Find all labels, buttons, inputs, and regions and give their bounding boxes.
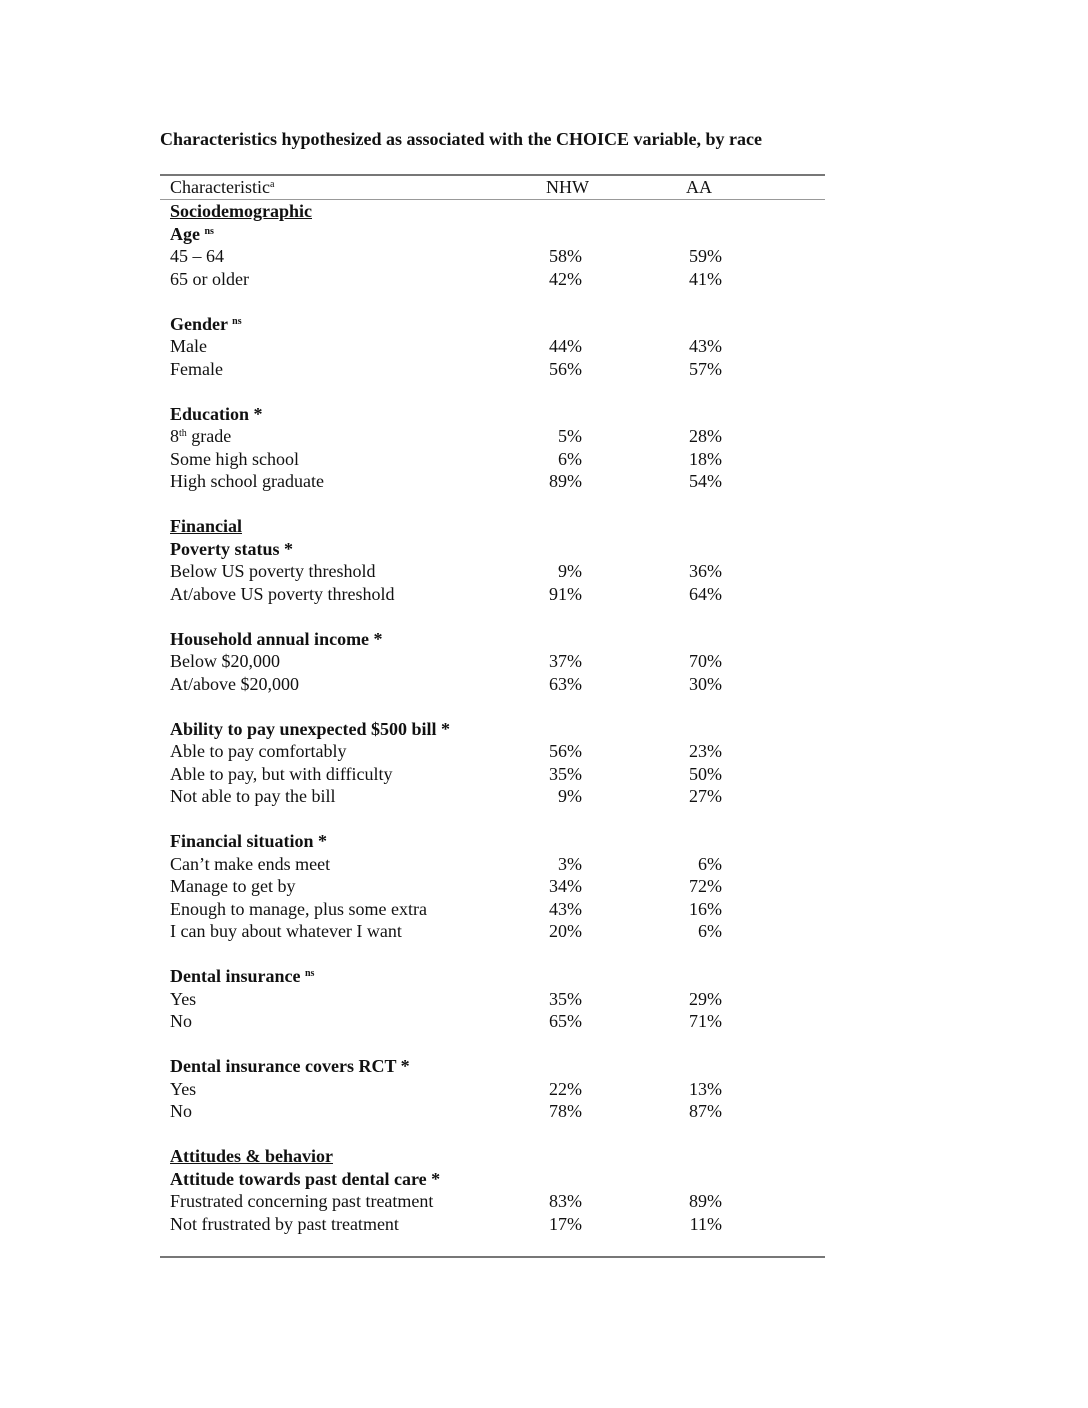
nhw-value: 37% — [549, 651, 582, 671]
variable-heading — [170, 538, 293, 561]
variable-row — [0, 538, 1088, 561]
section-heading: Attitudes & behavior — [170, 1146, 333, 1166]
nhw-value: 17% — [549, 1213, 582, 1234]
row-label: High school graduate — [170, 471, 324, 491]
table-row — [0, 448, 1088, 471]
nhw-value: 56% — [549, 358, 582, 379]
row-spacer — [0, 380, 1088, 403]
row-label: Yes — [170, 1078, 197, 1099]
table-row — [0, 988, 1088, 1011]
variable-heading — [170, 313, 242, 336]
nhw-value: 9% — [558, 786, 582, 806]
row-label: Frustrated concerning past treatment — [170, 1191, 434, 1211]
row-label: No — [170, 1101, 192, 1121]
row-label: 45 – 64 — [170, 246, 224, 266]
header-characteristic — [170, 176, 274, 199]
significance-mark: * — [279, 538, 293, 559]
row-label: At/above US poverty threshold — [170, 583, 395, 604]
row-label: I can buy about whatever I want — [170, 921, 402, 941]
table-row — [0, 1213, 1088, 1236]
nhw-value: 35% — [549, 763, 582, 784]
section-heading: Sociodemographic — [170, 201, 312, 221]
variable-name: Household annual income — [170, 628, 370, 649]
nhw-value: 43% — [549, 898, 582, 919]
table-title: Characteristics hypothesized as associated with the CHOICE variable, by race — [160, 129, 762, 149]
nhw-value: 63% — [549, 673, 582, 694]
variable-row — [0, 830, 1088, 853]
aa-value: 57% — [689, 358, 722, 379]
table-row — [0, 470, 1088, 493]
table-row — [0, 358, 1088, 381]
aa-value: 11% — [689, 1213, 722, 1234]
significance-mark: * — [369, 628, 383, 649]
section-row — [0, 1145, 1088, 1168]
row-spacer — [0, 808, 1088, 831]
row-label: Yes — [170, 988, 197, 1009]
row-label: Some high school — [170, 448, 299, 469]
row-label: Below US poverty threshold — [170, 561, 376, 581]
aa-value: 16% — [689, 898, 722, 919]
aa-value: 18% — [689, 448, 722, 469]
aa-value: 27% — [689, 786, 722, 806]
table-row — [0, 920, 1088, 943]
significance-mark: ns — [232, 315, 242, 327]
variable-name: Dental insurance covers RCT — [170, 1056, 397, 1076]
variable-heading — [170, 965, 314, 988]
significance-mark: ns — [305, 968, 315, 979]
table-body — [0, 200, 1088, 1235]
aa-value: 6% — [698, 853, 722, 874]
variable-name: Poverty status — [170, 538, 280, 559]
variable-row — [0, 223, 1088, 246]
variable-heading — [170, 628, 383, 651]
variable-heading — [170, 1168, 440, 1191]
nhw-value: 6% — [558, 448, 582, 469]
significance-mark: * — [426, 1168, 441, 1189]
table-row — [0, 245, 1088, 268]
row-label: 65 or older — [170, 268, 249, 289]
nhw-value: 65% — [549, 1011, 582, 1031]
variable-name: Ability to pay unexpected $500 bill — [170, 718, 437, 739]
variable-row — [0, 313, 1088, 336]
row-label: No — [170, 1011, 192, 1031]
variable-heading — [170, 718, 450, 741]
row-label: Not able to pay the bill — [170, 786, 336, 806]
aa-value: 41% — [689, 268, 722, 289]
aa-value: 71% — [689, 1011, 722, 1031]
table-row — [0, 1100, 1088, 1123]
table-row — [0, 875, 1088, 898]
aa-value: 36% — [689, 561, 722, 581]
section-row — [0, 515, 1088, 538]
aa-value: 72% — [689, 876, 722, 896]
aa-value: 28% — [689, 426, 722, 446]
row-label: Can’t make ends meet — [170, 853, 331, 874]
row-label: Able to pay, but with difficulty — [170, 763, 393, 784]
row-spacer — [0, 1033, 1088, 1056]
table-bottom-rule — [160, 1256, 825, 1258]
aa-value: 54% — [689, 471, 722, 491]
aa-value: 59% — [689, 246, 722, 266]
nhw-value: 9% — [558, 561, 582, 581]
nhw-value: 56% — [549, 741, 582, 761]
table-row — [0, 1190, 1088, 1213]
significance-mark: * — [249, 403, 263, 424]
row-spacer — [0, 493, 1088, 516]
aa-value: 89% — [689, 1191, 722, 1211]
table-row — [0, 425, 1088, 448]
variable-row — [0, 1168, 1088, 1191]
variable-name: Gender — [170, 313, 228, 334]
table-row — [0, 763, 1088, 786]
row-label: Male — [170, 336, 207, 356]
variable-heading — [170, 830, 327, 853]
row-spacer — [0, 290, 1088, 313]
nhw-value: 91% — [549, 583, 582, 604]
nhw-value: 42% — [549, 268, 582, 289]
table-row — [0, 785, 1088, 808]
nhw-value: 5% — [558, 426, 582, 446]
variable-row — [0, 628, 1088, 651]
section-row — [0, 200, 1088, 223]
row-label: 8th grade — [170, 426, 232, 446]
row-label: Below $20,000 — [170, 651, 280, 671]
aa-value: 87% — [689, 1101, 722, 1121]
nhw-value: 44% — [549, 336, 582, 356]
significance-mark: * — [436, 718, 451, 739]
table-row — [0, 1078, 1088, 1101]
row-label: At/above $20,000 — [170, 673, 299, 694]
header-characteristic-mark: a — [269, 179, 275, 190]
nhw-value: 58% — [549, 246, 582, 266]
row-spacer — [0, 605, 1088, 628]
variable-name: Attitude towards past dental care — [170, 1168, 427, 1189]
row-label: Not frustrated by past treatment — [170, 1213, 399, 1234]
nhw-value: 35% — [549, 988, 582, 1009]
nhw-value: 83% — [549, 1191, 582, 1211]
section-heading: Financial — [170, 516, 243, 536]
row-label: Able to pay comfortably — [170, 741, 347, 761]
row-label-superscript: th — [179, 428, 187, 439]
aa-value: 13% — [689, 1078, 722, 1099]
aa-value: 6% — [698, 921, 722, 941]
aa-value: 43% — [689, 336, 722, 356]
variable-name: Dental insurance — [170, 966, 301, 986]
nhw-value: 20% — [549, 921, 582, 941]
table-row — [0, 335, 1088, 358]
aa-value: 70% — [689, 651, 722, 671]
table-row — [0, 1010, 1088, 1033]
table-row — [0, 268, 1088, 291]
table-row — [0, 583, 1088, 606]
variable-heading — [170, 403, 263, 426]
table-row — [0, 853, 1088, 876]
row-label: Manage to get by — [170, 876, 296, 896]
variable-heading — [170, 223, 214, 246]
table-row — [0, 560, 1088, 583]
nhw-value: 22% — [549, 1078, 582, 1099]
aa-value: 50% — [689, 763, 722, 784]
variable-name: Education — [170, 403, 250, 424]
table-row — [0, 740, 1088, 763]
aa-value: 29% — [689, 988, 722, 1009]
header-characteristic-label: Characteristic — [170, 177, 270, 197]
table-header — [0, 176, 1088, 199]
table-row — [0, 898, 1088, 921]
header-nhw: NHW — [546, 177, 589, 197]
variable-row — [0, 718, 1088, 741]
variable-name: Financial situation — [170, 831, 314, 851]
significance-mark: ns — [204, 225, 214, 237]
aa-value: 23% — [689, 741, 722, 761]
variable-row — [0, 965, 1088, 988]
table-row — [0, 673, 1088, 696]
nhw-value: 89% — [549, 471, 582, 491]
variable-row — [0, 1055, 1088, 1078]
row-label: Enough to manage, plus some extra — [170, 898, 427, 919]
row-spacer — [0, 1123, 1088, 1146]
significance-mark: * — [313, 831, 328, 851]
nhw-value: 78% — [549, 1101, 582, 1121]
table-row — [0, 650, 1088, 673]
variable-row — [0, 403, 1088, 426]
row-spacer — [0, 695, 1088, 718]
variable-name: Age — [170, 223, 200, 244]
nhw-value: 3% — [558, 853, 582, 874]
significance-mark: * — [396, 1056, 410, 1076]
aa-value: 30% — [689, 673, 722, 694]
row-spacer — [0, 943, 1088, 966]
row-label: Female — [170, 358, 223, 379]
aa-value: 64% — [689, 583, 722, 604]
header-aa: AA — [686, 177, 712, 197]
nhw-value: 34% — [549, 876, 582, 896]
variable-heading — [170, 1055, 410, 1078]
